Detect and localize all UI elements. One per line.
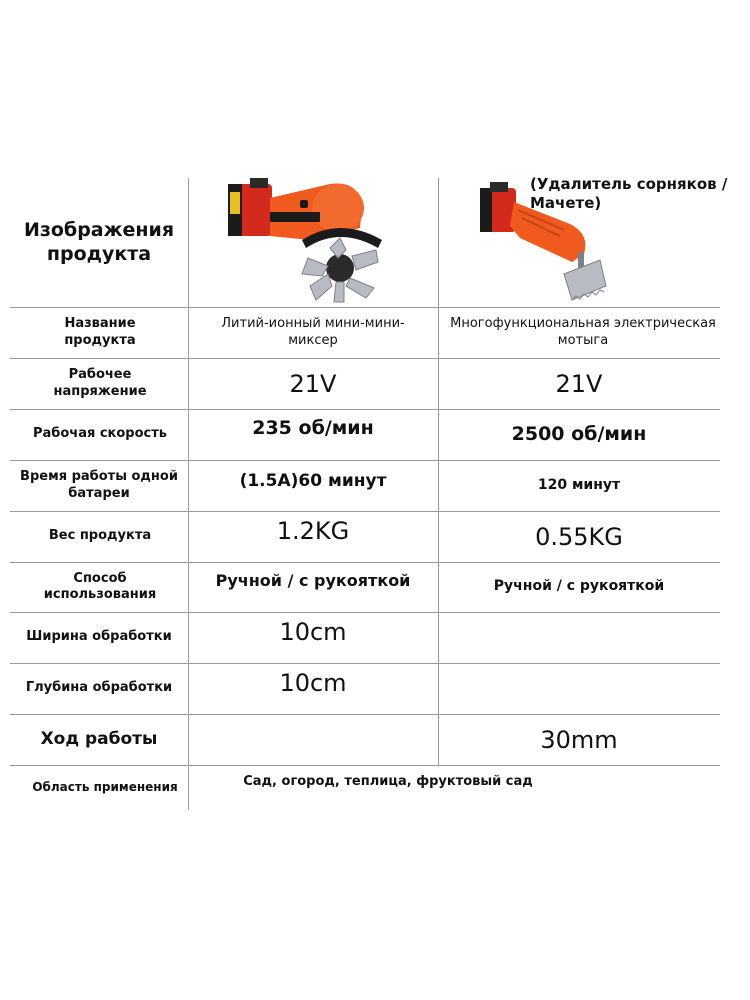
- left-speed: 235 об/мин: [252, 416, 374, 439]
- label-application: Область применения: [32, 780, 178, 794]
- label-weight: Вес продукта: [48, 528, 152, 544]
- left-usage: Ручной / с рукояткой: [215, 571, 411, 590]
- left-voltage: 21V: [289, 369, 337, 398]
- label-voltage: Рабочее напряжение: [53, 367, 147, 399]
- right-voltage: 21V: [555, 369, 603, 398]
- label-battery-time: Время работы одной батареи: [20, 469, 178, 501]
- right-stroke: 30mm: [540, 725, 618, 754]
- left-work-depth: 10cm: [279, 668, 347, 697]
- right-product-name: Многофункциональная электрическая мотыга: [450, 316, 716, 348]
- left-weight: 1.2KG: [276, 516, 350, 545]
- left-work-width: 10cm: [279, 617, 347, 646]
- right-work-depth: [438, 663, 720, 714]
- cultivator-product-image: [210, 178, 410, 304]
- left-product-name: Литий-ионный мини-мини-миксер: [221, 316, 405, 348]
- label-product-images: Изображения продукта: [23, 218, 175, 265]
- label-work-width: Ширина обработки: [26, 629, 172, 645]
- label-product-name: Название продукта: [64, 316, 136, 348]
- label-work-depth: Глубина обработки: [25, 680, 173, 696]
- comparison-table: [10, 175, 728, 810]
- right-work-width: [438, 612, 720, 663]
- left-stroke: [188, 714, 438, 765]
- right-weight: 0.55KG: [535, 522, 623, 551]
- right-image-caption: (Удалитель сорняков / Мачете): [530, 175, 728, 212]
- application-value: Сад, огород, теплица, фруктовый сад: [243, 774, 533, 790]
- label-stroke: Ход работы: [40, 728, 158, 749]
- label-speed: Рабочая скорость: [32, 426, 168, 442]
- left-battery-time: (1.5A)60 минут: [239, 470, 387, 491]
- right-battery-time: 120 минут: [537, 476, 621, 493]
- right-usage: Ручной / с рукояткой: [493, 578, 665, 595]
- label-usage: Способ использования: [43, 570, 157, 602]
- right-speed: 2500 об/мин: [511, 422, 647, 445]
